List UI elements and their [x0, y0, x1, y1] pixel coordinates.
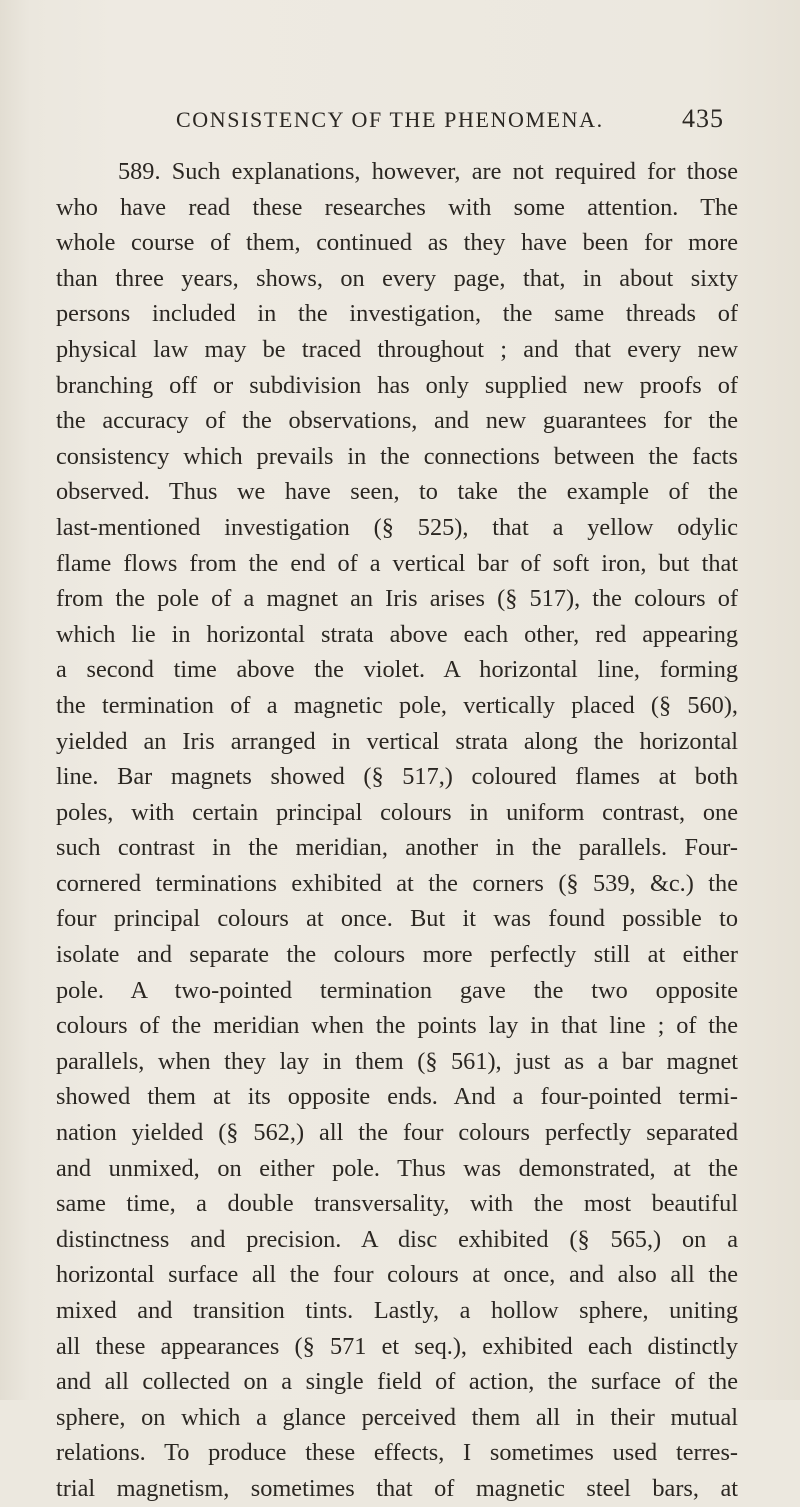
- text-line: pole. A two-pointed termination gave the two opposite: [56, 976, 738, 1004]
- text-line: parallels, when they lay in them (§ 561), just as a bar magnet: [56, 1047, 738, 1075]
- text-line: colours of the meridian when the points lay in that line ; of the: [56, 1012, 738, 1040]
- page-number: 435: [682, 104, 724, 133]
- running-title: CONSISTENCY OF THE PHENOMENA.: [176, 107, 604, 132]
- text-line: observed. Thus we have seen, to take the example of the: [56, 478, 738, 506]
- text-line: which lie in horizontal strata above each other, red appearing: [56, 620, 738, 648]
- text-line: nation yielded (§ 562,) all the four colours perfectly separated: [56, 1119, 738, 1147]
- text-line: sphere, on which a glance perceived them all in their mutual: [56, 1403, 738, 1431]
- text-line: persons included in the investigation, the same threads of: [56, 300, 738, 328]
- text-line: all these appearances (§ 571 et seq.), exhibited each distinctly: [56, 1332, 738, 1360]
- text-line: yielded an Iris arranged in vertical strata along the horizontal: [56, 727, 738, 755]
- text-line: 589. Such explanations, however, are not required for those: [118, 158, 738, 185]
- body-paragraph: [56, 154, 738, 1507]
- text-line: mixed and transition tints. Lastly, a hollow sphere, uniting: [56, 1297, 738, 1324]
- running-head: [176, 104, 724, 144]
- text-line: showed them at its opposite ends. And a four-pointed termi-: [56, 1083, 738, 1111]
- text-line: branching off or subdivision has only supplied new proofs of: [56, 371, 738, 399]
- text-line: physical law may be traced throughout ; and that every new: [56, 335, 738, 363]
- text-line: who have read these researches with some attention. The: [56, 193, 738, 221]
- text-line: flame flows from the end of a vertical bar of soft iron, but that: [56, 549, 738, 577]
- text-line: same time, a double transversality, with the most beautiful: [56, 1190, 738, 1218]
- text-line: from the pole of a magnet an Iris arises (§ 517), the colours of: [56, 585, 738, 613]
- text-line: horizontal surface all the four colours at once, and also all the: [56, 1261, 738, 1289]
- text-line: relations. To produce these effects, I sometimes used terres-: [56, 1439, 738, 1467]
- text-line: four principal colours at once. But it was found possible to: [56, 905, 738, 933]
- text-line: and unmixed, on either pole. Thus was demonstrated, at the: [56, 1154, 738, 1182]
- text-line: line. Bar magnets showed (§ 517,) coloured flames at both: [56, 763, 738, 791]
- text-line: distinctness and precision. A disc exhibited (§ 565,) on a: [56, 1225, 738, 1253]
- text-line: isolate and separate the colours more perfectly still at either: [56, 941, 738, 969]
- text-line: consistency which prevails in the connections between the facts: [56, 442, 738, 470]
- text-line: trial magnetism, sometimes that of magnetic steel bars, at: [56, 1474, 738, 1502]
- text-line: cornered terminations exhibited at the corners (§ 539, &c.) the: [56, 869, 738, 897]
- text-line: such contrast in the meridian, another in the parallels. Four-: [56, 834, 738, 862]
- text-line: whole course of them, continued as they have been for more: [56, 229, 738, 257]
- text-line: the termination of a magnetic pole, vertically placed (§ 560),: [56, 691, 738, 719]
- text-line: last-mentioned investigation (§ 525), that a yellow odylic: [56, 513, 738, 541]
- text-line: a second time above the violet. A horizontal line, forming: [56, 656, 738, 684]
- text-line: poles, with certain principal colours in uniform contrast, one: [56, 798, 738, 826]
- text-line: the accuracy of the observations, and new guarantees for the: [56, 407, 738, 435]
- text-line: than three years, shows, on every page, that, in about sixty: [56, 264, 738, 292]
- text-line: and all collected on a single field of action, the surface of the: [56, 1368, 738, 1396]
